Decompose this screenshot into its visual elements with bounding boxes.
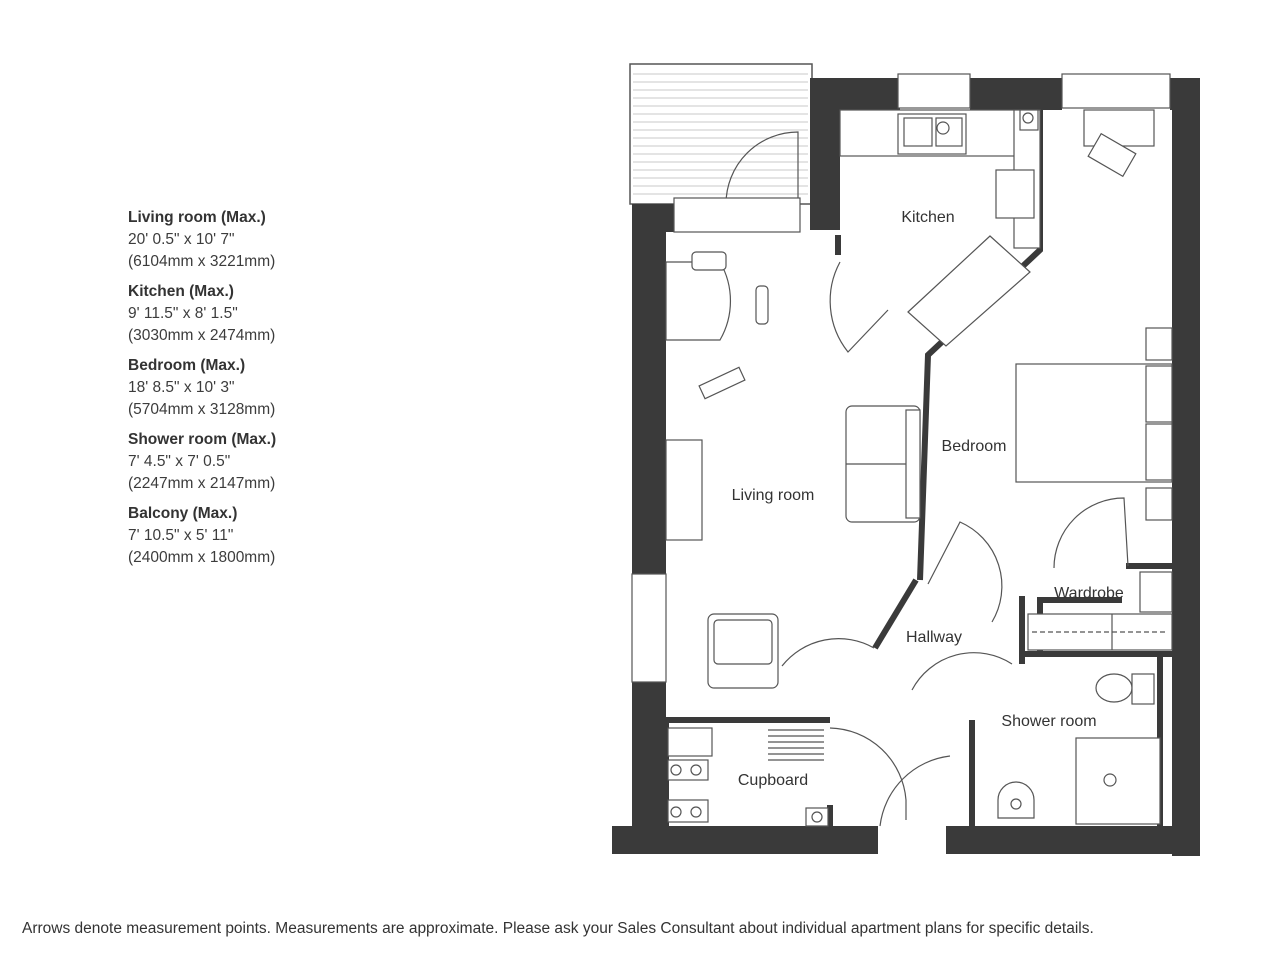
room-label-shower-room: Shower room — [1001, 713, 1097, 730]
wardrobe-units — [1028, 572, 1172, 650]
legend-title: Bedroom (Max.) — [128, 357, 246, 374]
legend-imperial: 7' 10.5" x 5' 11" — [128, 527, 234, 544]
legend-metric: (5704mm x 3128mm) — [128, 401, 276, 418]
kitchen-units — [840, 110, 1040, 346]
room-label-hallway: Hallway — [905, 629, 963, 646]
legend-imperial: 7' 4.5" x 7' 0.5" — [128, 453, 231, 470]
room-label-kitchen: Kitchen — [901, 209, 955, 226]
legend-metric: (6104mm x 3221mm) — [128, 253, 276, 270]
legend-metric: (3030mm x 2474mm) — [128, 327, 276, 344]
legend-title: Kitchen (Max.) — [128, 283, 234, 300]
legend-metric: (2400mm x 1800mm) — [128, 549, 276, 566]
room-label-bedroom: Bedroom — [941, 438, 1007, 455]
legend-imperial: 9' 11.5" x 8' 1.5" — [128, 305, 238, 322]
footer-note: Arrows denote measurement points. Measurements are approximate. Please ask your Sales Consultant about individual apartment plans for specific details. — [22, 920, 1094, 937]
legend-title: Shower room (Max.) — [128, 431, 277, 448]
legend-imperial: 20' 0.5" x 10' 7" — [128, 231, 235, 248]
room-label-cupboard: Cupboard — [737, 772, 809, 789]
legend-metric: (2247mm x 2147mm) — [128, 475, 276, 492]
room-label-wardrobe: Wardrobe — [1054, 585, 1124, 602]
legend-imperial: 18' 8.5" x 10' 3" — [128, 379, 235, 396]
legend-title: Living room (Max.) — [128, 209, 266, 226]
living-room-furniture — [666, 252, 920, 688]
legend-title: Balcony (Max.) — [128, 505, 238, 522]
room-label-living-room: Living room — [731, 487, 815, 504]
balcony — [630, 64, 812, 204]
shower-room-fixtures — [998, 674, 1160, 824]
